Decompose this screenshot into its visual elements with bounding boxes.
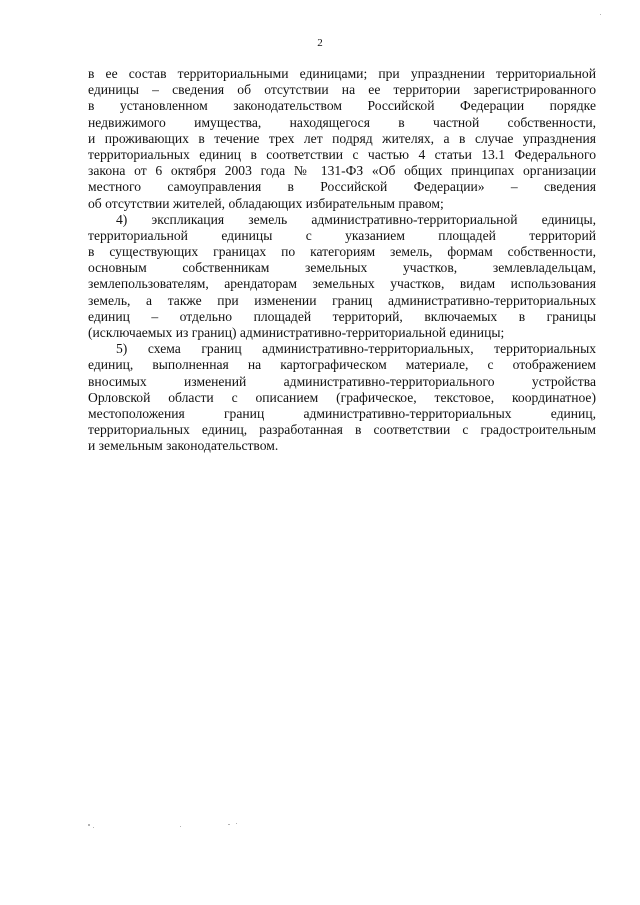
text-line: недвижимого имущества, находящегося в частной собственности, [88,114,596,130]
scan-artifact [93,827,94,828]
text-line: земель, а также при изменении границ административно-территориальных [88,292,596,308]
document-body [88,66,596,455]
text-line: и проживающих в течение трех лет подряд жителях, а в случае упразднения [88,130,596,146]
text-line: территориальных единиц, разработанная в соответствии с градостроительным [88,422,596,438]
page-number: 2 [317,37,323,49]
text-line: единиц, выполненная на картографическом материале, с отображением [88,357,596,373]
paragraph [88,212,596,342]
text-line: (исключаемых из границ) административно-территориальной единицы; [88,325,505,340]
scan-artifact [228,824,230,825]
scan-artifact [180,826,181,827]
text-line: об отсутствии жителей, обладающих избирательным правом; [88,195,444,211]
text-line: в ее состав территориальными единицами; при упразднении территориальной [88,66,596,81]
paragraph [88,66,596,212]
text-line: в установленном законодательством Российской Федерации порядке [88,98,596,114]
text-line: в существующих границах по категориям земель, формам собственности, [88,244,596,260]
text-line: территориальной единицы с указанием площадей территорий [88,227,596,243]
text-line: местного самоуправления в Российской Федерации» – сведения [88,179,596,195]
paragraph [88,341,596,454]
scan-artifact [600,14,601,15]
text-line: закона от 6 октября 2003 года № 131-ФЗ «Об общих принципах организации [88,163,596,179]
text-line: местоположения границ административно-территориальных единиц, [88,405,596,421]
text-line: единицы – сведения об отсутствии на ее территории зарегистрированного [88,82,596,98]
text-line: вносимых изменений административно-территориального устройства [88,373,596,389]
text-line: Орловской области с описанием (графическое, текстовое, координатное) [88,389,596,405]
text-line: землепользователям, арендаторам земельных участков, видам использования [88,276,596,292]
text-line: основным собственникам земельных участков, землевладельцам, [88,260,596,276]
text-line: единиц – отдельно площадей территорий, включаемых в границы [88,308,596,324]
text-line: и земельным законодательством. [88,438,279,454]
text-line: 4) экспликация земель административно-территориальной единицы, [116,211,596,227]
text-line: 5) схема границ административно-территориальных, территориальных [116,341,596,357]
scan-artifact [88,824,90,826]
text-line: территориальных единиц в соответствии с частью 4 статьи 13.1 Федерального [88,146,596,162]
scan-artifact [236,823,237,824]
